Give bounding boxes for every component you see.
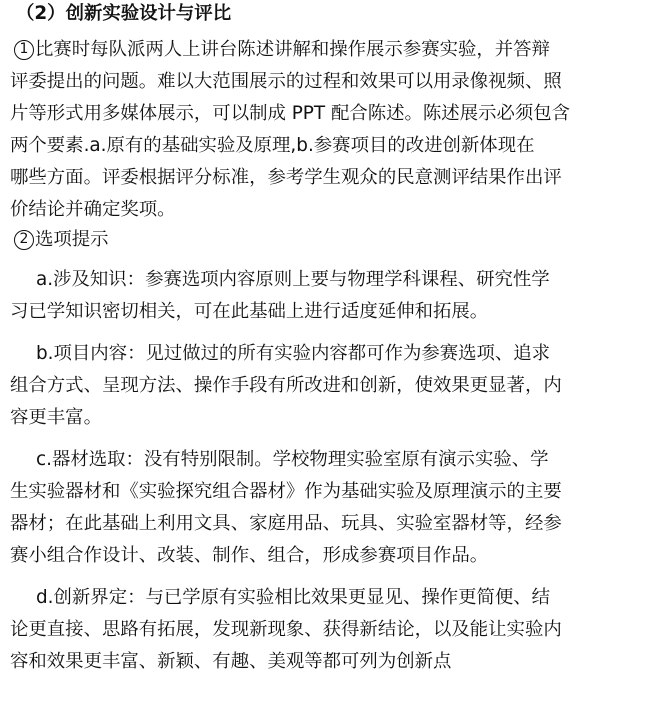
item2-b-line-2: 组合方式、呈现方法、操作手段有所改进和创新，使效果更显著，内 (10, 375, 562, 396)
item2-c-line-3: 器材；在此基础上利用文具、家庭用品、玩具、实验室器材等，经参 (10, 513, 562, 534)
circled-number-1: 1 (14, 40, 34, 60)
item2-a-line-1: a.涉及知识：参赛选项内容原则上要与物理学科课程、研究性学 (36, 269, 550, 290)
item1-line-3: 片等形式用多媒体展示，可以制成 PPT 配合陈述。陈述展示必须包含 (10, 103, 571, 124)
item1-line-1 (14, 40, 550, 60)
item2-d-line-2: 论更直接、思路有拓展，发现新现象、获得新结论，以及能让实验内 (10, 619, 562, 640)
item2-heading (14, 230, 109, 250)
item2-a-line-2: 习已学知识密切相关，可在此基础上进行适度延伸和拓展。 (10, 301, 489, 322)
item1-line-4: 两个要素.a.原有的基础实验及原理,b.参赛项目的改进创新体现在 (10, 135, 535, 156)
item2-b-line-1: b.项目内容：见过做过的所有实验内容都可作为参赛选项、追求 (36, 343, 551, 364)
item2-label: 选项提示 (35, 229, 109, 250)
item2-b-line-3: 容更丰富。 (10, 407, 102, 428)
item2-c-line-2: 生实验器材和《实验探究组合器材》作为基础实验及原理演示的主要 (10, 481, 562, 502)
item2-d-line-3: 容和效果更丰富、新颖、有趣、美观等都可列为创新点 (10, 651, 452, 672)
section-title: （2）创新实验设计与评比 (16, 3, 232, 24)
item1-line-2: 评委提出的问题。难以大范围展示的过程和效果可以用录像视频、照 (10, 71, 562, 92)
item1-line-6: 价结论并确定奖项。 (10, 199, 176, 220)
item2-c-line-1: c.器材选取：没有特别限制。学校物理实验室原有演示实验、学 (36, 449, 549, 470)
item1-line-5: 哪些方面。评委根据评分标准，参考学生观众的民意测评结果作出评 (10, 167, 562, 188)
circled-number-2: 2 (14, 230, 34, 250)
item2-c-line-4: 赛小组合作设计、改装、制作、组合，形成参赛项目作品。 (10, 545, 489, 566)
item1-text-1: 比赛时每队派两人上讲台陈述讲解和操作展示参赛实验，并答辩 (35, 39, 550, 60)
item2-d-line-1: d.创新界定：与已学原有实验相比效果更显见、操作更简便、结 (36, 587, 551, 608)
